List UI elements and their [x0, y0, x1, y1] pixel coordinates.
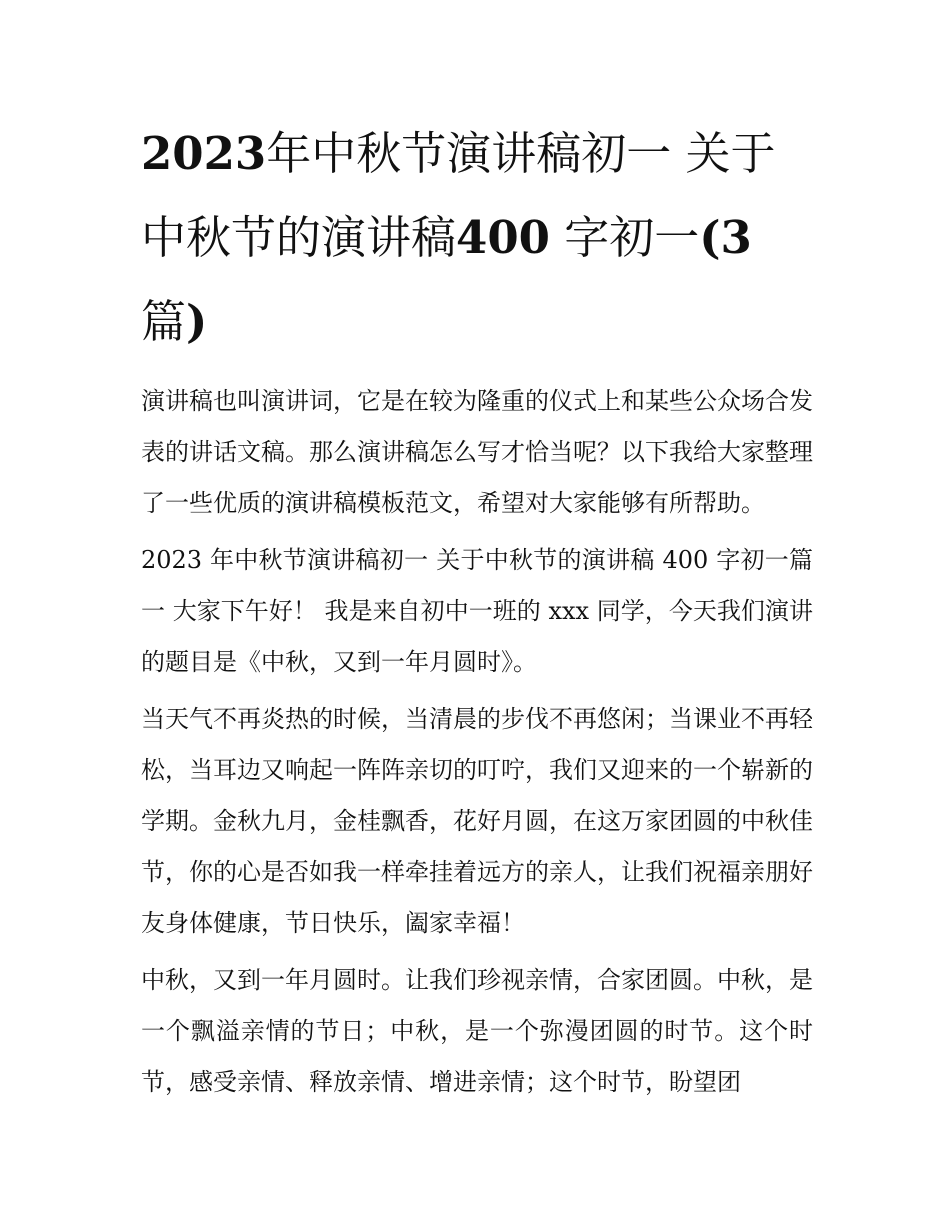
document-content [141, 112, 813, 1108]
title-part-3: 400 [456, 211, 550, 264]
title-part-4: 字初一 [549, 211, 700, 264]
title-part-5: (3 [699, 211, 752, 264]
intro-paragraph: 演讲稿也叫演讲词，它是在较为隆重的仪式上和某些公众场合发表的讲话文稿。那么演讲稿怎么写才恰当呢？以下我给大家整理了一些优质的演讲稿模板范文，希望对大家能够有所帮助。 [141, 387, 813, 517]
title-part-7: ) [186, 295, 208, 348]
speech-opening-paragraph: 2023 年中秋节演讲稿初一 关于中秋节的演讲稿 400 字初一篇一 大家下午好！ 我是来自初中一班的 xxx 同学，今天我们演讲的题目是《中秋，又到一年月圆时》。 [141, 546, 813, 676]
document-title [141, 112, 813, 364]
body-paragraph: 中秋，又到一年月圆时。让我们珍视亲情，合家团圆。中秋，是一个飘溢亲情的节日；中秋，是一个弥漫团圆的时节。这个时节，感受亲情、释放亲情、增进亲情；这个时节，盼望团 [141, 966, 813, 1096]
title-part-1: 2023 [141, 127, 267, 180]
body-paragraph: 当天气不再炎热的时候，当清晨的步伐不再悠闲；当课业不再轻松，当耳边又响起一阵阵亲切的叮咛，我们又迎来的一个崭新的学期。金秋九月，金桂飘香，花好月圆，在这万家团圆的中秋佳节，你的心是否如我一样牵挂着远方的亲人，让我们祝福亲朋好友身体健康，节日快乐，阖家幸福！ [141, 705, 813, 937]
title-part-2: 年中秋节演讲稿初一 关于中秋节的演讲稿 [141, 127, 776, 264]
title-part-6: 篇 [141, 295, 187, 348]
